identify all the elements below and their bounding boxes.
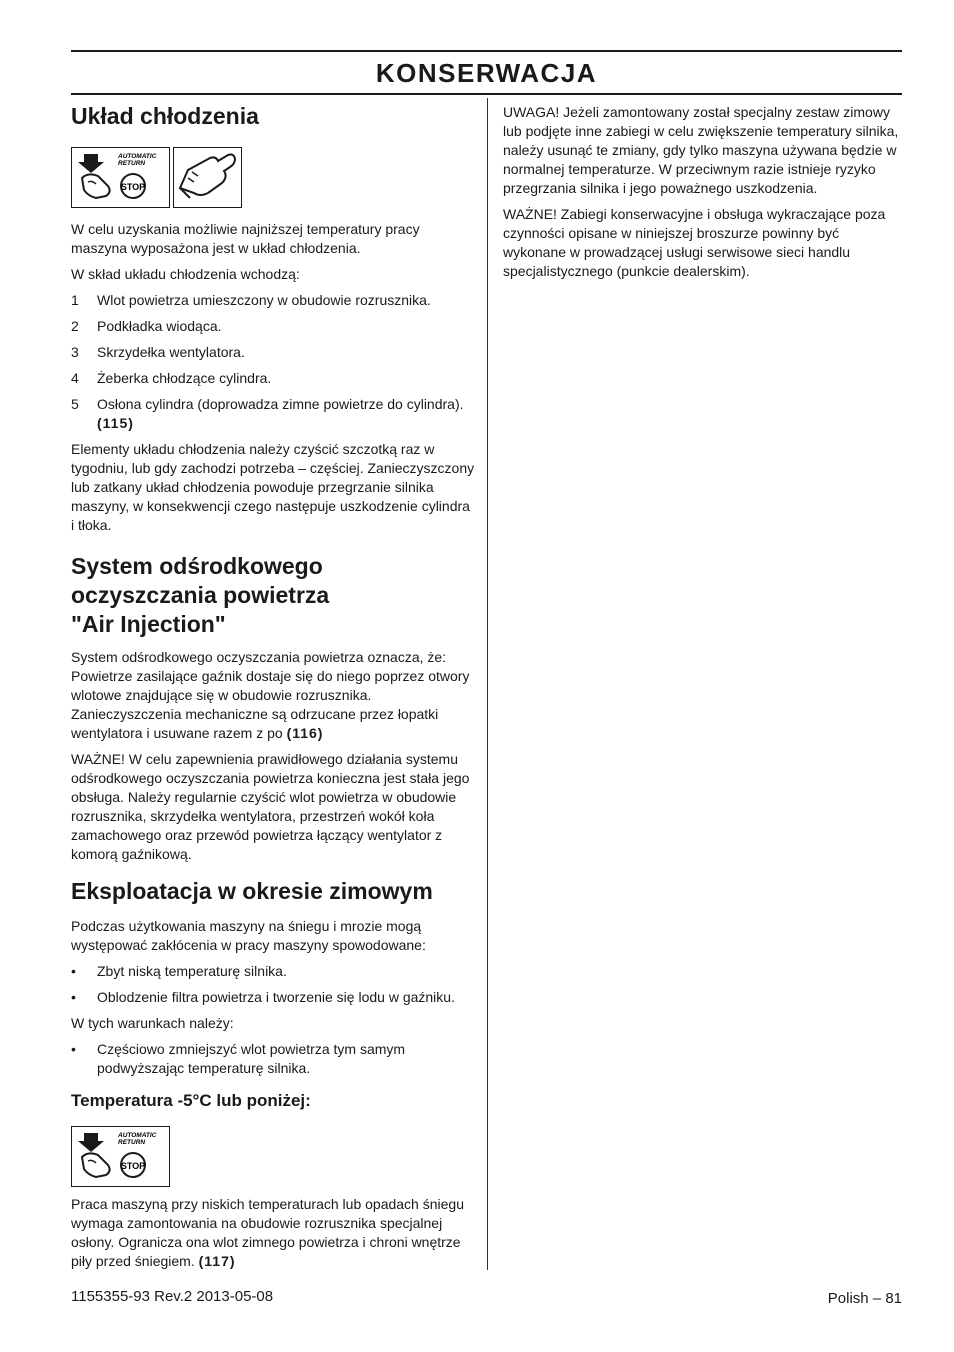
figure-ref: (117) bbox=[198, 1253, 236, 1269]
cooling-intro: W celu uzyskania możliwie najniższej temperatury pracy maszyna wyposażona jest w układ chłodzenia. bbox=[71, 221, 420, 256]
heading-temperature: Temperatura -5°C lub poniżej: bbox=[71, 1091, 311, 1110]
cooling-cleaning: Elementy układu chłodzenia należy czyścić szczotką raz w tygodniu, lub gdy zachodzi potrzeba – częściej. Zanieczyszczony lub zatkany układ chłodzenia powoduje przegrzanie silnika maszyny, w konsekwencji czego następuje uszkodzenie cylindra i tłoka. bbox=[71, 441, 475, 533]
cooling-icons bbox=[71, 147, 476, 208]
heading-cooling: Układ chłodzenia bbox=[71, 103, 259, 129]
winter-note: UWAGA! Jeżeli zamontowany został specjalny zestaw zimowy lub podjęte inne zabiegi w celu zwiększenie temperatury silnika, należy usunąć te zmiany, gdy tylko maszyna używana będzie w normalnej temperaturze. W przeciwnym razie istnieje ryzyko przegrzania silnika i jego poważnego uszkodzenia. bbox=[503, 104, 899, 196]
column-divider bbox=[487, 98, 488, 1270]
cooling-components-intro: W skład układu chłodzenia wchodzą: bbox=[71, 266, 300, 282]
svg-text:RETURN: RETURN bbox=[118, 1139, 146, 1146]
winter-intro: Podczas użytkowania maszyny na śniegu i mrozie mogą występować zakłócenia w pracy maszyny spowodowane: bbox=[71, 918, 426, 953]
top-rule bbox=[71, 50, 902, 52]
figure-ref: (115) bbox=[97, 415, 134, 431]
automatic-return-stop-icon bbox=[71, 1126, 170, 1187]
page-number: Polish – 81 bbox=[827, 1290, 902, 1307]
temperature-text: Praca maszyną przy niskich temperaturach lub opadach śniegu wymaga zamontowania na obudowie rozrusznika specjalnej osłony. Ogranicza ona wlot zimnego powietrza i chroni wnętrze piły przed śniegiem. (117) bbox=[71, 1196, 464, 1269]
list-item: 4 Żeberka chłodzące cylindra. bbox=[71, 370, 272, 386]
heading-winter: Eksploatacja w okresie zimowym bbox=[71, 878, 433, 904]
figure-ref: (116) bbox=[286, 725, 324, 741]
temperature-icons bbox=[71, 1126, 476, 1187]
list-item: • Zbyt niską temperaturę silnika. bbox=[71, 963, 287, 979]
svg-text:AUTOMATIC: AUTOMATIC bbox=[118, 1132, 157, 1139]
document-id: 1155355-93 Rev.2 2013-05-08 bbox=[71, 1288, 274, 1305]
winter-actions-intro: W tych warunkach należy: bbox=[71, 1015, 234, 1031]
right-column bbox=[503, 103, 903, 281]
automatic-return-stop-icon bbox=[71, 147, 170, 208]
list-item: 1 Wlot powietrza umieszczony w obudowie rozrusznika. bbox=[71, 292, 431, 308]
list-item: 2 Podkładka wiodąca. bbox=[71, 318, 222, 334]
winter-causes-list bbox=[71, 962, 476, 1007]
service-important: WAŻNE! Zabiegi konserwacyjne i obsługa wykraczające poza czynności opisane w niniejszej broszurze powinny być wykonane w prowadzącej usługi serwisowe sieci handlu specjalistycznego (punkcie dealerskim). bbox=[503, 206, 886, 279]
heading-air-injection: System odśrodkowego oczyszczania powietrza "Air Injection" bbox=[71, 553, 330, 637]
list-item: • Oblodzenie filtra powietrza i tworzenie się lodu w gaźniku. bbox=[71, 989, 455, 1005]
cooling-components-list bbox=[71, 291, 476, 433]
list-item: 5 Osłona cylindra (doprowadza zimne powietrze do cylindra). (115) bbox=[71, 396, 464, 431]
winter-actions-list bbox=[71, 1040, 476, 1078]
title-rule bbox=[71, 93, 902, 95]
list-item: • Częściowo zmniejszyć wlot powietrza tym samym podwyższając temperaturę silnika. bbox=[71, 1041, 406, 1076]
list-item: 3 Skrzydełka wentylatora. bbox=[71, 344, 245, 360]
page-title: KONSERWACJA bbox=[375, 58, 598, 88]
air-injection-important: WAŻNE! W celu zapewnienia prawidłowego działania systemu odśrodkowego oczyszczania powietrza konieczna jest stała jego obsługa. Należy regularnie czyścić wlot powietrza w obudowie rozrusznika, skrzydełka wentylatora, przestrzeń wokół koła zamachowego oraz przewód powietrza łączący wentylator z komorą gaźnikową. bbox=[71, 751, 470, 862]
air-injection-text: System odśrodkowego oczyszczania powietrza oznacza, że: Powietrze zasilające gaźnik dostaje się do niego poprzez otwory wlotowe znajdujące się w obudowie rozrusznika. Zanieczyszczenia mechaniczne są odrzucane przez łopatki wentylatora i usuwane razem z po (116) bbox=[71, 649, 470, 741]
svg-text:STOP: STOP bbox=[120, 182, 146, 192]
left-column bbox=[71, 98, 476, 1271]
svg-text:RETURN: RETURN bbox=[118, 160, 146, 167]
glove-icon bbox=[173, 147, 242, 208]
svg-text:AUTOMATIC: AUTOMATIC bbox=[118, 153, 157, 160]
svg-text:STOP: STOP bbox=[120, 1161, 146, 1171]
